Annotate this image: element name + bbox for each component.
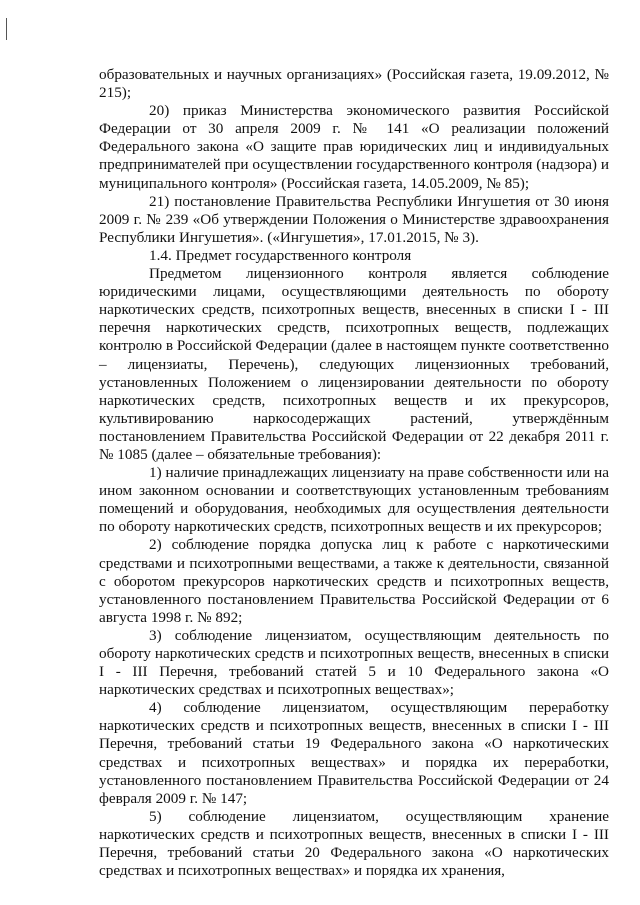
paragraph-item-21: 21) постановление Правительства Республики Ингушетия от 30 июня 2009 г. № 239 «Об утверждении Положения о Министерстве здравоохранения Республики Ингушетия». («Ингушетия», 17.01.2015, № 3). bbox=[99, 192, 609, 246]
document-body bbox=[99, 66, 609, 880]
paragraph-requirement-3: 3) соблюдение лицензиатом, осуществляющим деятельность по обороту наркотических средств и психотропных веществ, внесенных в списки I - III Перечня, требований статей 5 и 10 Федерального закона «О наркотических средствах и психотропных веществах»; bbox=[99, 626, 609, 699]
paragraph-source-continuation: образовательных и научных организациях» (Российская газета, 19.09.2012, № 215); bbox=[99, 66, 609, 102]
scan-margin-mark bbox=[6, 18, 7, 40]
paragraph-requirement-1: 1) наличие принадлежащих лицензиату на праве собственности или на ином законном основании и соответствующих установленным требованиям помещений и оборудования, необходимых для осуществления деятельности по обороту наркотических средств, психотропных веществ и их прекурсоров; bbox=[99, 464, 609, 536]
paragraph-subject-of-control: Предметом лицензионного контроля является соблюдение юридическими лицами, осуществляющими деятельность по обороту наркотических средств, психотропных веществ, внесенных в списки I - III перечня наркотических средств, психотропных веществ, подлежащих контролю в Российской Федерации (далее в настоящем пункте соответственно – лицензиаты, Перечень), следующих лицензионных требований, установленных Положением о лицензировании деятельности по обороту наркотических средств, психотропных веществ и их прекурсоров, культивированию наркосодержащих растений, утверждённым постановлением Правительства Российской Федерации от 22 декабря 2011 г. № 1085 (далее – обязательные требования): bbox=[99, 265, 609, 463]
paragraph-item-20: 20) приказ Министерства экономического развития Российской Федерации от 30 апреля 2009 г. № 141 «О реализации положений Федерального закона «О защите прав юридических лиц и индивидуальных предпринимателей при осуществлении государственного контроля (надзора) и муниципального контроля» (Российская газета, 14.05.2009, № 85); bbox=[99, 102, 609, 192]
paragraph-requirement-2: 2) соблюдение порядка допуска лиц к работе с наркотическими средствами и психотропными веществами, а также к деятельности, связанной с оборотом прекурсоров наркотических средств и психотропных веществ, установленного постановлением Правительства Российской Федерации от 6 августа 1998 г. № 892; bbox=[99, 536, 609, 626]
paragraph-requirement-4: 4) соблюдение лицензиатом, осуществляющим переработку наркотических средств и психотропных веществ, внесенных в списки I - III Перечня, требований статьи 19 Федерального закона «О наркотических средствах и психотропных веществах» и порядка их переработки, установленного постановлением Правительства Российской Федерации от 24 февраля 2009 г. № 147; bbox=[99, 699, 609, 807]
paragraph-requirement-5: 5) соблюдение лицензиатом, осуществляющим хранение наркотических средств и психотропных веществ, внесенных в списки I - III Перечня, требований статьи 20 Федерального закона «О наркотических средствах и психотропных веществах» и порядка их хранения, bbox=[99, 807, 609, 880]
section-heading-1-4: 1.4. Предмет государственного контроля bbox=[149, 246, 412, 264]
